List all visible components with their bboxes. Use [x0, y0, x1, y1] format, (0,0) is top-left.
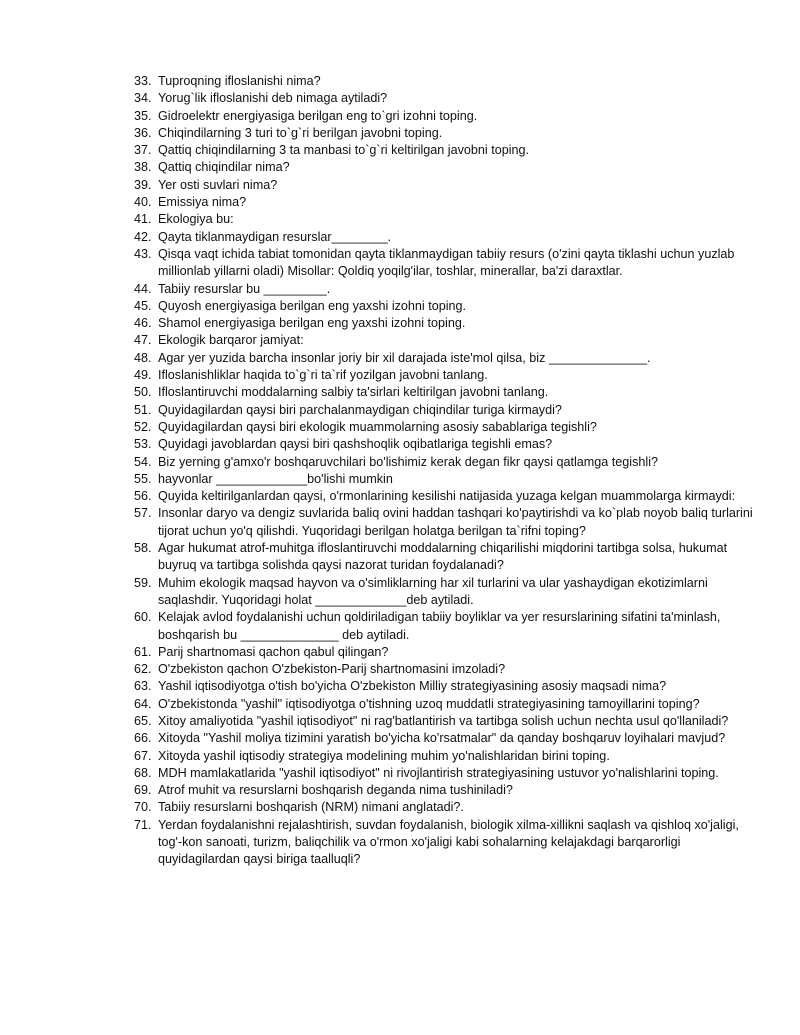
- question-item: [134, 765, 754, 782]
- question-item: [134, 384, 754, 401]
- question-text: Quyidagilardan qaysi biri parchalanmaydigan chiqindilar turiga kirmaydi?: [158, 402, 562, 417]
- question-number: 69.: [134, 783, 152, 798]
- question-text: Kelajak avlod foydalanishi uchun qoldiriladigan tabiiy boyliklar va yer resurslarining sifatini ta'minlash, boshqarish bu ______________ deb aytiladi.: [158, 610, 721, 642]
- question-item: [134, 194, 754, 211]
- question-item: [134, 125, 754, 142]
- question-item: [134, 730, 754, 747]
- question-item: [134, 90, 754, 107]
- question-text: Tabiiy resurslarni boshqarish (NRM) nimani anglatadi?.: [158, 800, 464, 815]
- question-text: O'zbekistonda "yashil" iqtisodiyotga o'tishning uzoq muddatli strategiyasining tamoyillarini toping?: [158, 696, 700, 711]
- question-number: 45.: [134, 298, 152, 313]
- question-item: [134, 436, 754, 453]
- question-number: 57.: [134, 506, 152, 521]
- question-text: Qisqa vaqt ichida tabiat tomonidan qayta tiklanmaydigan tabiiy resurs (o'zini qayta tiklashi uchun yuzlab millionlab yillarni oladi) Misollar: Qoldiq yoqilg'ilar, toshlar, minerallar, ba'zi daraxtlar.: [158, 246, 735, 279]
- question-number: 61.: [134, 644, 152, 659]
- question-text: O'zbekiston qachon O'zbekiston-Parij shartnomasini imzoladi?: [158, 662, 506, 677]
- question-text: Yorug`lik ifloslanishi deb nimaga aytiladi?: [158, 91, 388, 106]
- question-item: [134, 661, 754, 678]
- question-text: Biz yerning g'amxo'r boshqaruvchilari bo'lishimiz kerak degan fikr qaysi qatlamga tegishli?: [158, 454, 659, 469]
- question-item: [134, 142, 754, 159]
- question-item: [134, 298, 754, 315]
- question-number: 54.: [134, 454, 152, 469]
- question-text: Insonlar daryo va dengiz suvlarida baliq ovini haddan tashqari ko'paytirishdi va ko`plab noyob baliq turlarini tijorat uchun yo'q qilishdi. Yuqoridagi berilgan holatga berilgan ta`rifni toping?: [158, 506, 753, 538]
- question-number: 36.: [134, 125, 152, 140]
- question-text: Chiqindilarning 3 turi to`g`ri berilgan javobni toping.: [158, 125, 443, 140]
- question-number: 46.: [134, 316, 152, 331]
- question-text: Quyida keltirilganlardan qaysi, o'rmonlarining kesilishi natijasida yuzaga kelgan muammolarga kirmaydi:: [158, 489, 736, 504]
- question-number: 51.: [134, 402, 152, 417]
- question-item: [134, 419, 754, 436]
- question-number: 39.: [134, 177, 152, 192]
- question-number: 58.: [134, 541, 152, 556]
- question-text: Qayta tiklanmaydigan resurslar________.: [158, 229, 392, 244]
- question-number: 62.: [134, 662, 152, 677]
- question-list: [134, 73, 754, 869]
- question-text: MDH mamlakatlarida "yashil iqtisodiyot" ni rivojlantirish strategiyasining ustuvor yo'nalishlarini toping.: [158, 765, 719, 780]
- question-text: Ifloslanishliklar haqida to`g`ri ta`rif yozilgan javobni tanlang.: [158, 368, 488, 383]
- question-number: 68.: [134, 765, 152, 780]
- question-text: Xitoyda yashil iqtisodiy strategiya modelining muhim yo'nalishlaridan birini toping.: [158, 748, 610, 763]
- question-text: Emissiya nima?: [158, 195, 247, 210]
- question-text: Atrof muhit va resurslarni boshqarish deganda nima tushiniladi?: [158, 783, 513, 798]
- question-item: [134, 782, 754, 799]
- question-item: [134, 159, 754, 176]
- question-number: 34.: [134, 91, 152, 106]
- question-item: [134, 678, 754, 695]
- question-item: [134, 609, 754, 644]
- question-item: [134, 177, 754, 194]
- question-item: [134, 817, 754, 869]
- question-text: Tuproqning ifloslanishi nima?: [158, 74, 321, 88]
- question-item: [134, 246, 754, 281]
- question-number: 47.: [134, 333, 152, 348]
- question-number: 60.: [134, 610, 152, 625]
- question-item: [134, 799, 754, 816]
- question-text: Muhim ekologik maqsad hayvon va o'simliklarning har xil turlarini va ular yashaydigan ekotizimlarni saqlashdir. Yuqoridagi holat _____________deb aytiladi.: [158, 575, 708, 607]
- question-text: Gidroelektr energiyasiga berilgan eng to`gri izohni toping.: [158, 108, 478, 123]
- question-item: [134, 713, 754, 730]
- question-number: 40.: [134, 195, 152, 210]
- question-item: [134, 73, 754, 90]
- question-number: 44.: [134, 281, 152, 296]
- question-number: 52.: [134, 419, 152, 434]
- question-item: [134, 315, 754, 332]
- question-item: [134, 454, 754, 471]
- question-item: [134, 505, 754, 540]
- question-number: 50.: [134, 385, 152, 400]
- question-text: Quyidagi javoblardan qaysi biri qashshoqlik oqibatlariga tegishli emas?: [158, 437, 553, 452]
- question-number: 42.: [134, 229, 152, 244]
- question-text: Quyosh energiyasiga berilgan eng yaxshi izohni toping.: [158, 298, 467, 313]
- question-item: [134, 575, 754, 610]
- question-item: [134, 367, 754, 384]
- question-number: 65.: [134, 713, 152, 728]
- question-text: Ekologiya bu:: [158, 212, 234, 227]
- question-text: Yerdan foydalanishni rejalashtirish, suvdan foydalanish, biologik xilma-xillikni saqlash va qishloq xo'jaligi, tog'-kon sanoati, turizm, baliqchilik va o'rmon xo'jaligi kabi sohalarning kelajakdagi barqarorligi quyidagilardan qaysi biriga taalluqli?: [158, 817, 739, 867]
- question-item: [134, 696, 754, 713]
- question-number: 71.: [134, 817, 152, 832]
- question-text: Qattiq chiqindilarning 3 ta manbasi to`g`ri keltirilgan javobni toping.: [158, 143, 530, 158]
- question-item: [134, 540, 754, 575]
- question-item: [134, 281, 754, 298]
- question-text: Parij shartnomasi qachon qabul qilingan?: [158, 644, 389, 659]
- question-item: [134, 211, 754, 228]
- question-text: Yashil iqtisodiyotga o'tish bo'yicha O'zbekiston Milliy strategiyasining asosiy maqsadi nima?: [158, 679, 667, 694]
- question-number: 38.: [134, 160, 152, 175]
- question-number: 35.: [134, 108, 152, 123]
- question-number: 48.: [134, 350, 152, 365]
- question-text: hayvonlar _____________bo'lishi mumkin: [158, 471, 393, 486]
- question-number: 59.: [134, 575, 152, 590]
- question-number: 70.: [134, 800, 152, 815]
- question-number: 64.: [134, 696, 152, 711]
- question-item: [134, 402, 754, 419]
- question-item: [134, 748, 754, 765]
- question-item: [134, 229, 754, 246]
- question-text: Xitoy amaliyotida "yashil iqtisodiyot" ni rag'batlantirish va tartibga solish uchun nechta usul qo'llaniladi?: [158, 713, 729, 728]
- question-item: [134, 488, 754, 505]
- question-item: [134, 108, 754, 125]
- question-number: 63.: [134, 679, 152, 694]
- question-text: Quyidagilardan qaysi biri ekologik muammolarning asosiy sabablariga tegishli?: [158, 419, 597, 434]
- question-number: 43.: [134, 246, 152, 261]
- question-text: Xitoyda "Yashil moliya tizimini yaratish bo'yicha ko'rsatmalar" da qanday boshqaruv loyihalari mavjud?: [158, 731, 726, 746]
- question-text: Shamol energiyasiga berilgan eng yaxshi izohni toping.: [158, 316, 466, 331]
- question-number: 66.: [134, 731, 152, 746]
- question-text: Ifloslantiruvchi moddalarning salbiy ta'sirlari keltirilgan javobni tanlang.: [158, 385, 549, 400]
- question-number: 41.: [134, 212, 152, 227]
- question-item: [134, 332, 754, 349]
- question-number: 67.: [134, 748, 152, 763]
- question-item: [134, 471, 754, 488]
- question-text: Yer osti suvlari nima?: [158, 177, 278, 192]
- question-number: 37.: [134, 143, 152, 158]
- question-number: 33.: [134, 74, 152, 88]
- question-number: 53.: [134, 437, 152, 452]
- question-text: Agar yer yuzida barcha insonlar joriy bir xil darajada iste'mol qilsa, biz ______________.: [158, 350, 651, 365]
- question-item: [134, 350, 754, 367]
- question-number: 55.: [134, 471, 152, 486]
- question-text: Agar hukumat atrof-muhitga ifloslantiruvchi moddalarning chiqarilishi miqdorini tartibga solsa, hukumat buyruq va tartibga solishda qaysi nazorat turidan foydalanadi?: [158, 541, 728, 573]
- question-number: 56.: [134, 489, 152, 504]
- question-text: Tabiiy resurslar bu _________.: [158, 281, 331, 296]
- question-item: [134, 644, 754, 661]
- question-text: Qattiq chiqindilar nima?: [158, 160, 290, 175]
- question-text: Ekologik barqaror jamiyat:: [158, 333, 304, 348]
- question-number: 49.: [134, 368, 152, 383]
